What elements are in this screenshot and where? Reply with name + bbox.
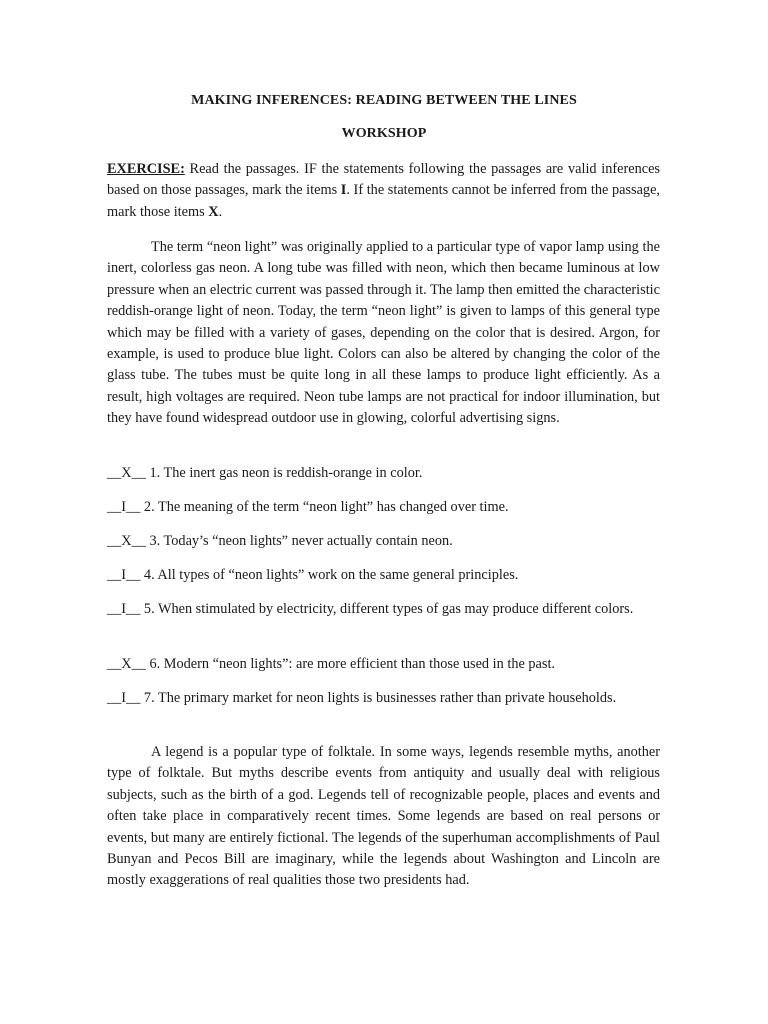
passage-neon-light: The term “neon light” was originally applied to a particular type of vapor lamp using the inert, colorless gas neon. A long tube was filled with neon, which then became luminous at low pressure when an electric current was passed through it. The lamp then emitted the characteristic reddish-orange light of neon. Today, the term “neon light” is given to lamps of this general type which may be filled with a variety of gases, depending on the color that is desired. Argon, for example, is used to produce blue light. Colors can also be altered by changing the color of the glass tube. The tubes must be quite long in all these lamps to produce light efficiently. As a result, high voltages are required. Neon tube lamps are not practical for indoor illumination, but they have found widespread outdoor use in glowing, colorful advertising signs.	[107, 239, 660, 427]
inference-item-1: __X__ 1. The inert gas neon is reddish-orange in color.	[107, 465, 423, 481]
inference-item-6: __X__ 6. Modern “neon lights”: are more efficient than those used in the past.	[107, 656, 555, 672]
exercise-instructions	[107, 159, 660, 223]
inference-item-7: __I__ 7. The primary market for neon lights is businesses rather than private households.	[107, 690, 617, 706]
exercise-mark-i: I	[340, 182, 347, 199]
passage-legends: A legend is a popular type of folktale. In some ways, legends resemble myths, another type of folktale. But myths describe events from antiquity and usually deal with religious subjects, such as the birth of a god. Legends tell of recognizable people, places and events and often take place in comparatively recent times. Some legends are based on real persons or events, but many are entirely fictional. The legends of the superhuman accomplishments of Paul Bunyan and Pecos Bill are imaginary, while the legends about Washington and Lincoln are mostly exaggerations of real qualities those two presidents had.	[107, 744, 660, 889]
inference-item-3: __X__ 3. Today’s “neon lights” never actually contain neon.	[107, 533, 453, 549]
inference-item-2: __I__ 2. The meaning of the term “neon light” has changed over time.	[107, 499, 509, 515]
exercise-text-part-1: Read the passages. IF the statements following the passages are valid inferences based on those passages, mark the items	[107, 161, 660, 199]
exercise-text-part-2: . If the statements cannot be inferred from the passage, mark those items	[107, 182, 660, 220]
inference-item-5: __I__ 5. When stimulated by electricity, different types of gas may produce different colors.	[107, 601, 634, 617]
document-title: MAKING INFERENCES: READING BETWEEN THE LINES	[191, 93, 577, 108]
exercise-mark-x: X	[208, 203, 219, 220]
exercise-label: EXERCISE:	[107, 161, 185, 177]
document-subtitle: WORKSHOP	[341, 126, 427, 141]
inference-item-4: __I__ 4. All types of “neon lights” work on the same general principles.	[107, 567, 519, 583]
exercise-text-part-3: .	[218, 203, 223, 220]
